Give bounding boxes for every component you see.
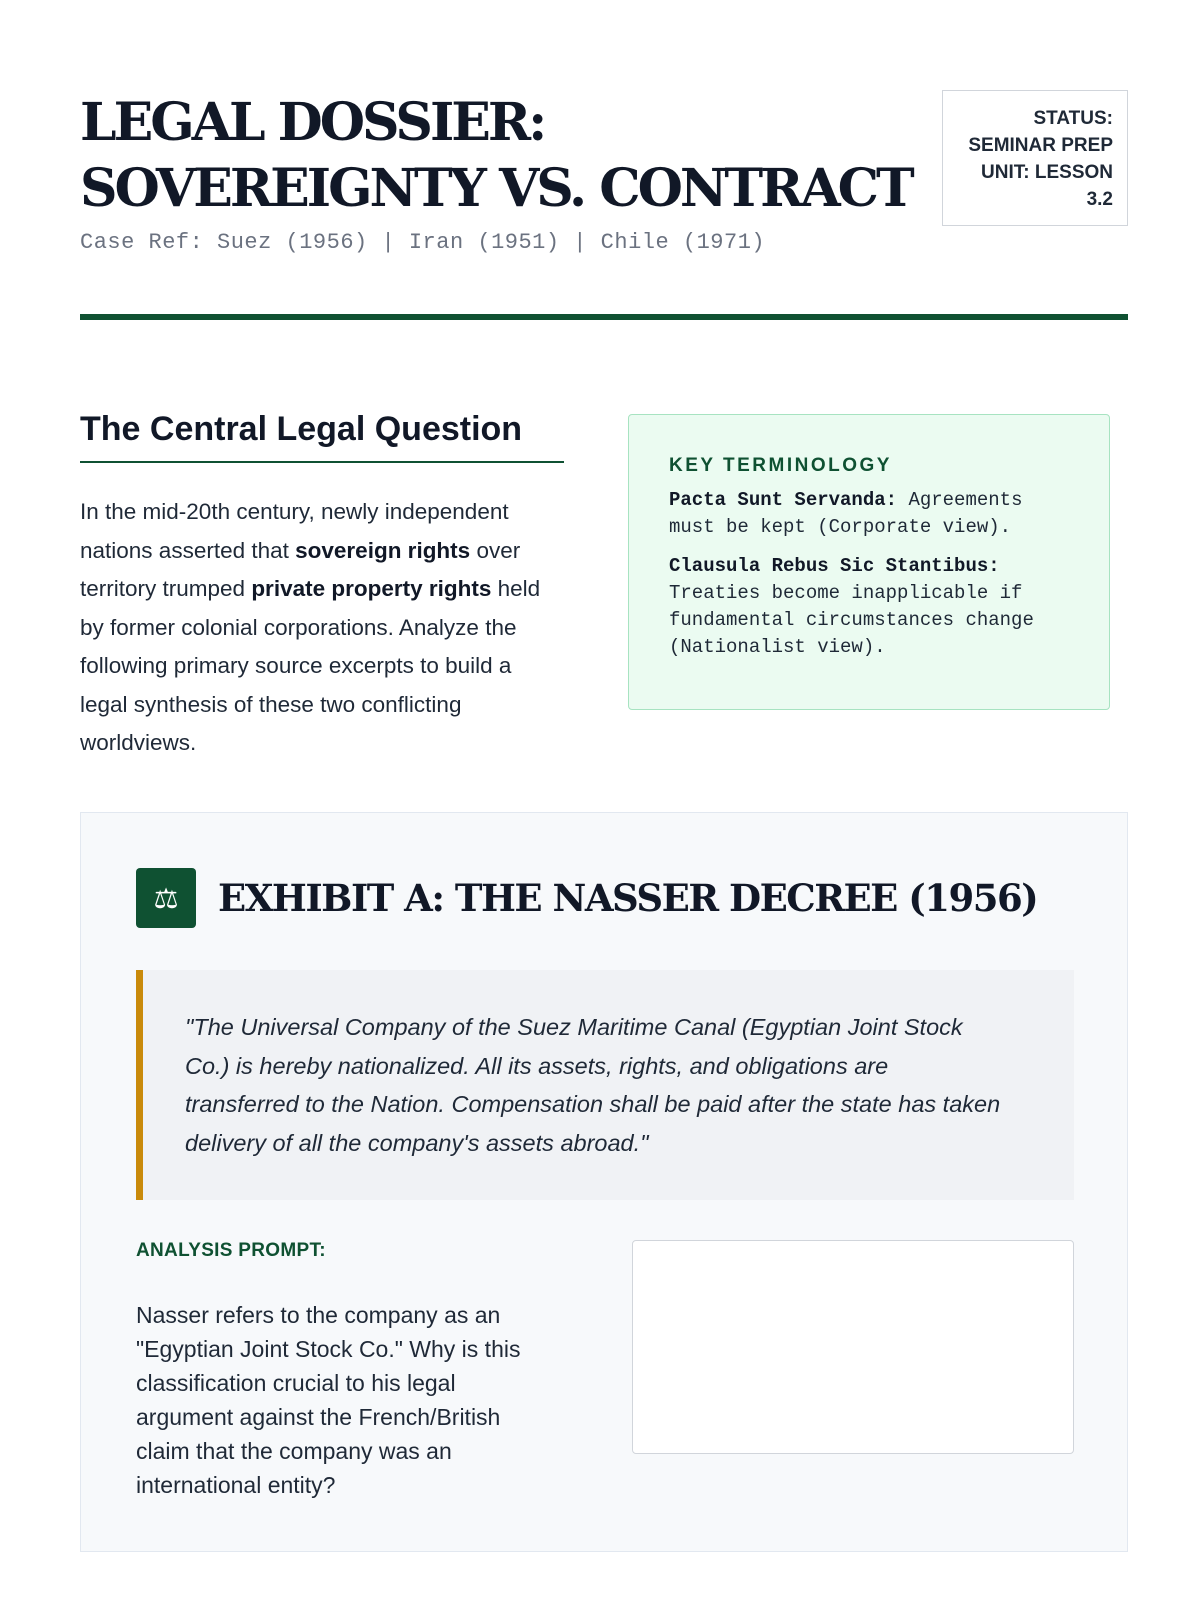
terminology-title: KEY TERMINOLOGY — [669, 455, 892, 476]
exhibit-header — [136, 868, 1072, 928]
status-label: STATUS: — [1033, 108, 1113, 129]
term-name: Clausula Rebus Sic Stantibus: — [669, 555, 1000, 577]
intro-text-1: In the mid-20th century, newly independent nations asserted that — [80, 499, 509, 563]
answer-field[interactable] — [632, 1240, 1074, 1454]
unit-value: 3.2 — [1086, 189, 1113, 210]
status-value: SEMINAR PREP — [968, 135, 1113, 156]
section-heading: The Central Legal Question — [80, 410, 564, 463]
intro-bold-sovereign: sovereign rights — [295, 537, 471, 563]
analysis-prompt: Nasser refers to the company as an "Egyptian Joint Stock Co." Why is this classification crucial to his legal argument against the French/British claim that the company was an international entity? — [136, 1302, 521, 1498]
unit-label: UNIT: LESSON — [981, 162, 1113, 183]
exhibit-card — [80, 812, 1128, 1552]
central-question — [80, 410, 564, 785]
intro-paragraph — [80, 493, 564, 763]
term-definition: Treaties become inapplicable if fundamental circumstances change (Nationalist view). — [669, 582, 1034, 658]
term-pacta — [669, 487, 1069, 541]
term-name: Pacta Sunt Servanda: — [669, 489, 898, 511]
intro-bold-property: private property rights — [251, 576, 492, 601]
term-definition: Agreements must be kept (Corporate view). — [669, 489, 1023, 538]
analysis-section — [136, 1240, 1072, 1520]
page-title: LEGAL DOSSIER: SOVEREIGNTY VS. CONTRACT — [80, 92, 912, 219]
status-badge — [942, 90, 1128, 226]
terminology-box — [628, 414, 1110, 710]
analysis-label: ANALYSIS PROMPT: — [136, 1240, 326, 1261]
case-reference: Case Ref: Suez (1956) | Iran (1951) | Chile (1971) — [80, 230, 766, 255]
intro-text-2: over territory trumped — [80, 537, 521, 601]
dossier-header — [80, 90, 1128, 320]
decree-quote: "The Universal Company of the Suez Maritime Canal (Egyptian Joint Stock Co.) is hereby nationalized. All its assets, rights, and obligations are transferred to the Nation. Compensation shall be paid after the state has taken delivery of all the company's assets abroad." — [136, 970, 1074, 1200]
scales-icon: ⚖ — [136, 868, 196, 928]
exhibit-title: EXHIBIT A: THE NASSER DECREE (1956) — [218, 876, 1038, 920]
intro-text-3: held by former colonial corporations. Analyze the following primary source excerpts to build a legal synthesis of these two conflicting worldviews. — [80, 576, 541, 755]
term-clausula — [669, 553, 1069, 661]
